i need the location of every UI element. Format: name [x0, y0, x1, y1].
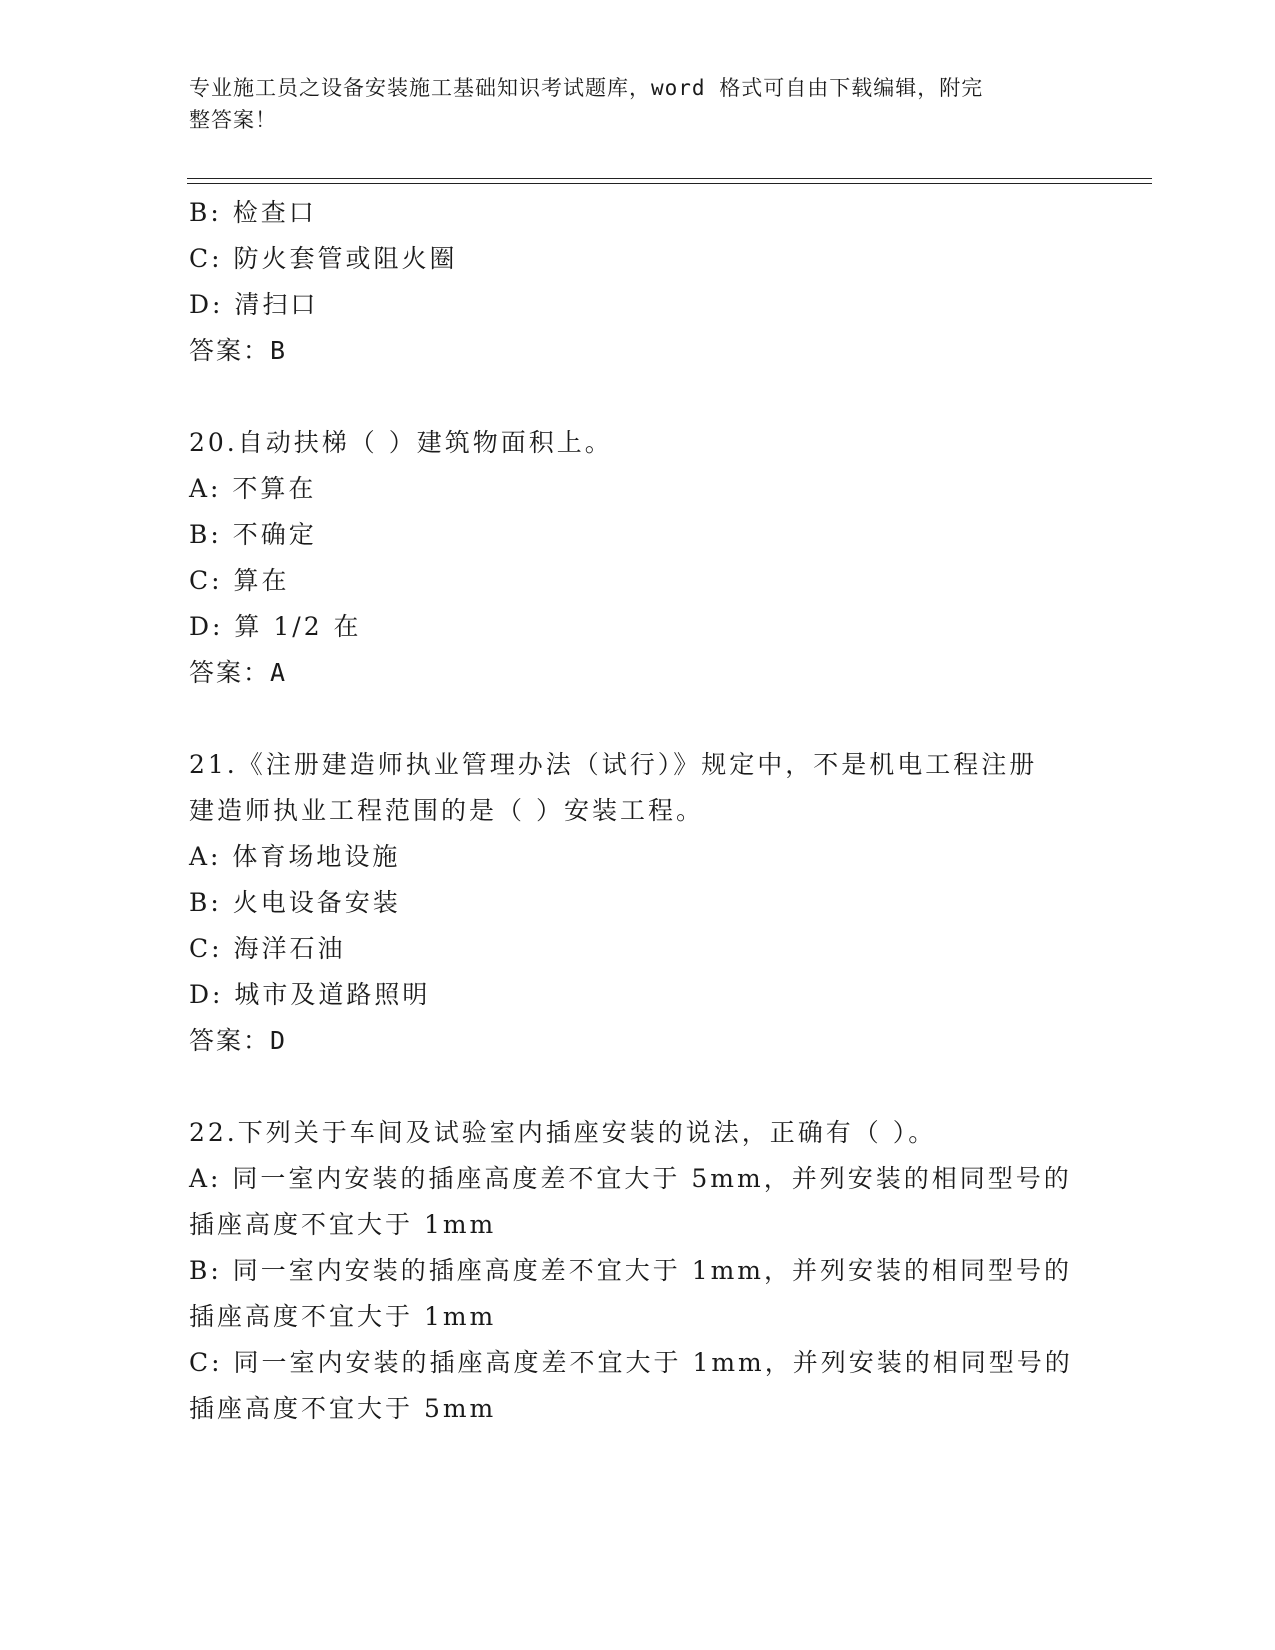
question-20: [189, 420, 1089, 696]
q21-answer: 答案：D: [189, 1026, 288, 1055]
question-list: [189, 190, 1089, 1432]
q20-option-c: C: 算在: [189, 566, 290, 595]
q22-option-c-line-1: C: 同一室内安装的插座高度差不宜大于 1mm，并列安装的相同型号的: [189, 1348, 1073, 1377]
q21-option-b: B: 火电设备安装: [189, 888, 401, 917]
question-21: [189, 742, 1089, 1064]
q19-option-c: C: 防火套管或阻火圈: [189, 244, 458, 273]
q19-option-b: B: 检查口: [189, 198, 317, 227]
q22-stem: 22.下列关于车间及试验室内插座安装的说法，正确有（ ）。: [189, 1118, 937, 1147]
spacer: [189, 374, 1089, 420]
q22-option-b-line-2: 插座高度不宜大于 1mm: [189, 1302, 497, 1331]
q22-option-c-line-2: 插座高度不宜大于 5mm: [189, 1394, 497, 1423]
q21-option-d: D: 城市及道路照明: [189, 980, 431, 1009]
q22-option-b-line-1: B: 同一室内安装的插座高度差不宜大于 1mm，并列安装的相同型号的: [189, 1256, 1073, 1285]
q21-stem-line-2: 建造师执业工程范围的是（ ）安装工程。: [189, 796, 704, 825]
q20-answer: 答案：A: [189, 658, 288, 687]
q22-option-a-line-1: A: 同一室内安装的插座高度差不宜大于 5mm，并列安装的相同型号的: [189, 1164, 1072, 1193]
q20-option-b: B: 不确定: [189, 520, 317, 549]
q21-option-a: A: 体育场地设施: [189, 842, 401, 871]
document-header: [189, 72, 1069, 136]
q20-stem: 20.自动扶梯（ ）建筑物面积上。: [189, 428, 613, 457]
q19-option-d: D: 清扫口: [189, 290, 319, 319]
header-line-2: 整答案！: [189, 108, 277, 132]
spacer: [189, 696, 1089, 742]
q19-answer: 答案：B: [189, 336, 288, 365]
header-line-1: 专业施工员之设备安装施工基础知识考试题库，word 格式可自由下载编辑，附完: [189, 76, 984, 100]
header-divider-top: [187, 178, 1152, 179]
q20-option-a: A: 不算在: [189, 474, 317, 503]
question-19-tail: [189, 190, 1089, 374]
spacer: [189, 1064, 1089, 1110]
q21-stem-line-1: 21.《注册建造师执业管理办法（试行）》规定中，不是机电工程注册: [189, 750, 1038, 779]
header-divider-bottom: [187, 183, 1152, 184]
q22-option-a-line-2: 插座高度不宜大于 1mm: [189, 1210, 497, 1239]
q21-option-c: C: 海洋石油: [189, 934, 346, 963]
q20-option-d: D: 算 1/2 在: [189, 612, 362, 641]
question-22: [189, 1110, 1089, 1432]
